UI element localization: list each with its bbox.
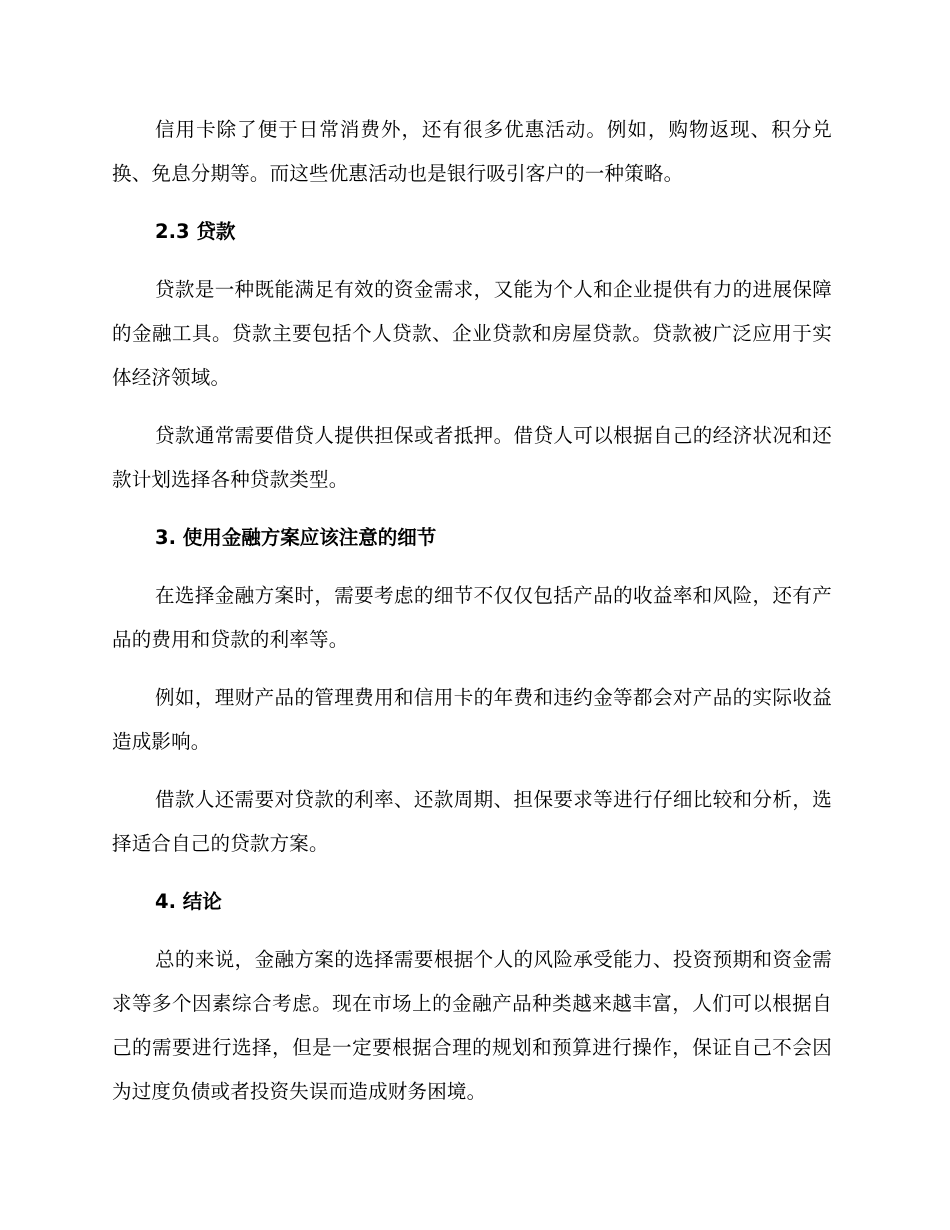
paragraph-details-borrower: 借款人还需要对贷款的利率、还款周期、担保要求等进行仔细比较和分析，选择适合自己的贷款方案。: [112, 788, 832, 855]
section-heading-loans: 2.3 贷款: [155, 220, 236, 243]
section-heading-conclusion: 4. 结论: [155, 890, 222, 913]
document-body: [112, 108, 832, 1114]
paragraph-details-costs: 在选择金融方案时，需要考虑的细节不仅仅包括产品的收益率和风险，还有产品的费用和贷款的利率等。: [112, 584, 832, 651]
section-heading-financial-details: 3. 使用金融方案应该注意的细节: [155, 526, 437, 549]
paragraph-credit-card-benefits: 信用卡除了便于日常消费外，还有很多优惠活动。例如，购物返现、积分兑换、免息分期等。而这些优惠活动也是银行吸引客户的一种策略。: [112, 118, 832, 185]
paragraph-conclusion: 总的来说，金融方案的选择需要根据个人的风险承受能力、投资预期和资金需求等多个因素综合考虑。现在市场上的金融产品种类越来越丰富，人们可以根据自己的需要进行选择，但是一定要根据合理的规划和预算进行操作，保证自己不会因为过度负债或者投资失误而造成财务困境。: [112, 948, 832, 1103]
paragraph-loan-requirements: 贷款通常需要借贷人提供担保或者抵押。借贷人可以根据自己的经济状况和还款计划选择各种贷款类型。: [112, 424, 832, 491]
paragraph-details-example: 例如，理财产品的管理费用和信用卡的年费和违约金等都会对产品的实际收益造成影响。: [112, 686, 832, 753]
paragraph-loan-definition: 贷款是一种既能满足有效的资金需求，又能为个人和企业提供有力的进展保障的金融工具。贷款主要包括个人贷款、企业贷款和房屋贷款。贷款被广泛应用于实体经济领域。: [112, 278, 832, 389]
